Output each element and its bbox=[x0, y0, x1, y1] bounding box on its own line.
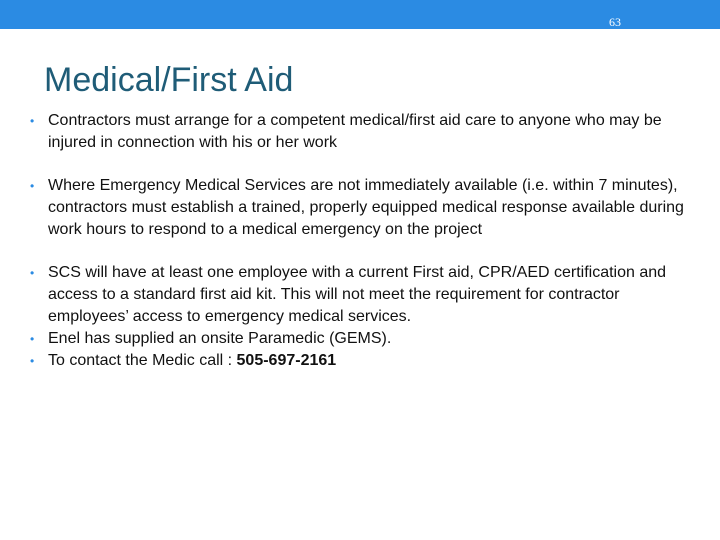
bullet-item-first-aid-care bbox=[30, 110, 695, 154]
bullet-item-emergency-services bbox=[30, 175, 695, 241]
bullet-item-scs-employee bbox=[30, 262, 695, 328]
bullet-text: SCS will have at least one employee with a current First aid, CPR/AED certification and access to a standard first aid kit. This will not meet the requirement for contractor employees’ access to emergency medical services. bbox=[48, 264, 667, 325]
bullet-text: Enel has supplied an onsite Paramedic (GEMS). bbox=[48, 330, 392, 347]
bullet-icon: • bbox=[30, 179, 35, 193]
page-number: 63 bbox=[609, 15, 621, 29]
slide-title: Medical/First Aid bbox=[44, 61, 294, 99]
bullet-icon: • bbox=[30, 266, 35, 280]
bullet-item-contact-medic bbox=[30, 350, 695, 372]
medic-phone-number: 505-697-2161 bbox=[236, 352, 337, 369]
bullet-list bbox=[30, 110, 695, 372]
bullet-text: Where Emergency Medical Services are not immediately available (i.e. within 7 minutes), contractors must establish a trained, properly equipped medical response available during work hours to respond to a medical emergency on the project bbox=[48, 177, 684, 238]
bullet-item-paramedic bbox=[30, 328, 695, 350]
bullet-icon: • bbox=[30, 114, 35, 128]
bullet-text: Contractors must arrange for a competent medical/first aid care to anyone who may be injured in connection with his or her work bbox=[48, 112, 662, 151]
bullet-text: To contact the Medic call : bbox=[48, 352, 237, 369]
bullet-icon: • bbox=[30, 332, 35, 346]
bullet-icon: • bbox=[30, 354, 35, 368]
top-bar bbox=[0, 0, 720, 29]
